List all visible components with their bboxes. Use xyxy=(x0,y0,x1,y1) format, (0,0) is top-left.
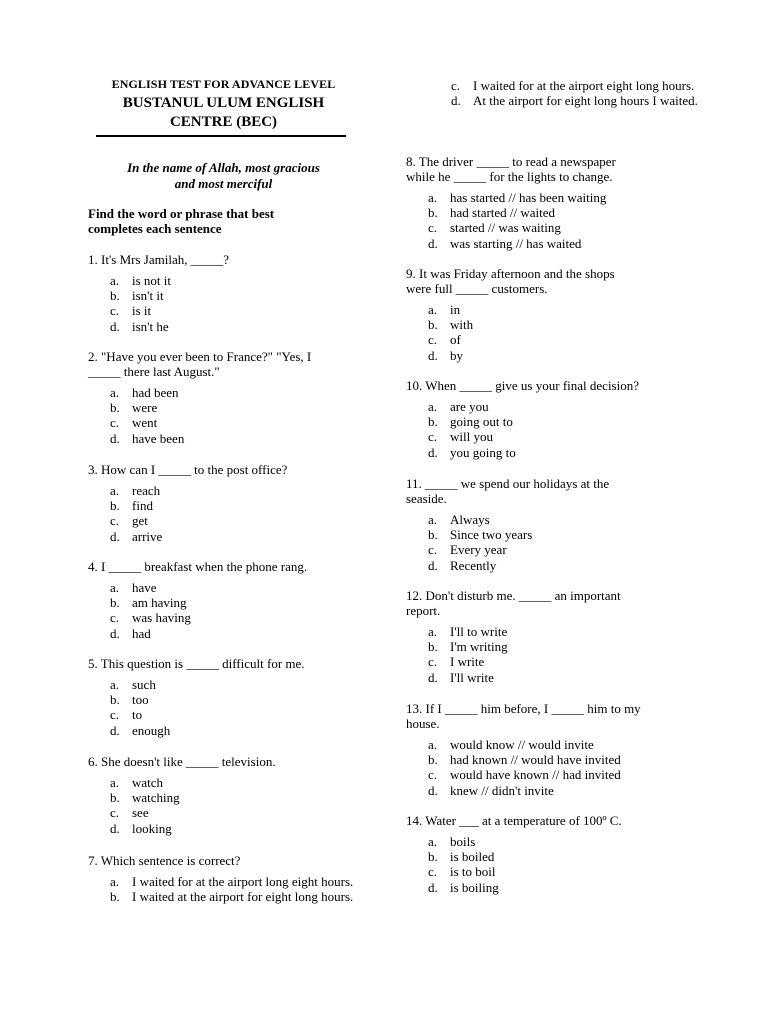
question-14 xyxy=(406,701,696,798)
answer-option[interactable] xyxy=(88,580,338,595)
question-4 xyxy=(88,559,338,641)
question-15 xyxy=(406,813,696,895)
question-text: 14. Water ___ at a temperature of 100º C. xyxy=(406,813,622,828)
option-text: had been xyxy=(132,385,179,400)
option-letter: b. xyxy=(428,527,438,543)
answer-options xyxy=(88,483,338,544)
question-text: were full _____ customers. xyxy=(406,281,548,296)
option-text: of xyxy=(450,332,461,348)
option-letter: b. xyxy=(110,790,120,806)
option-letter: c. xyxy=(110,513,120,529)
option-letter: c. xyxy=(428,654,438,670)
school-name xyxy=(96,94,351,132)
answer-option[interactable] xyxy=(88,677,338,692)
option-letter: a. xyxy=(110,874,120,889)
answer-option[interactable] xyxy=(406,558,696,573)
question-5 xyxy=(88,656,338,738)
option-letter: d. xyxy=(110,528,120,544)
question-text: 13. If I _____ him before, I _____ him to my xyxy=(406,701,641,716)
option-text: watching xyxy=(132,790,180,806)
answer-option[interactable] xyxy=(406,864,696,879)
answer-option[interactable] xyxy=(88,889,354,905)
option-letter: c. xyxy=(428,864,438,880)
option-text: had xyxy=(132,625,151,641)
option-text: arrive xyxy=(132,528,163,544)
option-text: is boiled xyxy=(450,849,495,865)
answer-option[interactable] xyxy=(88,498,338,513)
option-text: was starting // has waited xyxy=(450,235,582,251)
answer-option[interactable] xyxy=(88,415,338,430)
answer-options xyxy=(429,78,698,109)
option-text: has started // has been waiting xyxy=(450,190,607,205)
option-letter: d. xyxy=(428,879,438,895)
question-text: 8. The driver _____ to read a newspaper xyxy=(406,154,616,169)
question-text: 6. She doesn't like _____ television. xyxy=(88,754,276,769)
header-divider xyxy=(96,135,346,137)
answer-option[interactable] xyxy=(429,93,698,109)
option-text: get xyxy=(132,513,148,529)
option-text: you going to xyxy=(450,444,516,460)
option-letter: b. xyxy=(428,849,438,865)
option-letter: a. xyxy=(428,302,438,317)
option-letter: d. xyxy=(428,347,438,363)
answer-option[interactable] xyxy=(406,445,706,460)
option-text: knew // didn't invite xyxy=(450,782,554,798)
option-letter: d. xyxy=(110,722,120,738)
option-text: such xyxy=(132,677,156,692)
option-text: I write xyxy=(450,654,485,670)
answer-option[interactable] xyxy=(406,348,696,363)
option-letter: b. xyxy=(110,498,120,514)
option-text: looking xyxy=(132,820,172,836)
option-text: had known // would have invited xyxy=(450,752,621,768)
question-1 xyxy=(88,252,338,334)
option-text: would have known // had invited xyxy=(450,767,621,783)
answer-option[interactable] xyxy=(88,692,338,707)
answer-options xyxy=(406,624,696,685)
option-letter: a. xyxy=(110,385,120,400)
question-text: 11. _____ we spend our holidays at the xyxy=(406,476,610,491)
option-letter: b. xyxy=(428,205,438,221)
option-letter: c. xyxy=(428,767,438,783)
option-letter: a. xyxy=(110,775,120,790)
question-text: while he _____ for the lights to change. xyxy=(406,169,613,184)
option-text: with xyxy=(450,317,474,333)
option-letter: b. xyxy=(110,692,120,708)
answer-option[interactable] xyxy=(406,512,696,527)
question-8 xyxy=(429,78,698,109)
option-text: are you xyxy=(450,399,489,414)
dedication xyxy=(96,160,351,192)
answer-option[interactable] xyxy=(88,303,338,318)
answer-option[interactable] xyxy=(406,624,696,639)
question-text: seaside. xyxy=(406,491,447,506)
option-letter: a. xyxy=(110,483,120,498)
option-letter: b. xyxy=(110,889,120,905)
option-text: I'll to write xyxy=(450,624,508,639)
question-10 xyxy=(406,266,696,363)
option-letter: c. xyxy=(110,610,120,626)
option-text: started // was waiting xyxy=(450,220,561,236)
answer-option[interactable] xyxy=(88,790,338,805)
question-text: 1. It's Mrs Jamilah, _____? xyxy=(88,252,229,267)
answer-option[interactable] xyxy=(406,302,696,317)
option-letter: c. xyxy=(110,303,120,319)
answer-option[interactable] xyxy=(88,288,338,303)
answer-option[interactable] xyxy=(406,332,696,347)
dedication-line2: and most merciful xyxy=(174,176,273,191)
option-letter: c. xyxy=(428,429,438,445)
option-letter: b. xyxy=(428,752,438,768)
option-text: is not it xyxy=(132,273,172,288)
option-letter: b. xyxy=(110,595,120,611)
question-text: 2. "Have you ever been to France?" "Yes, I xyxy=(88,349,312,364)
option-letter: b. xyxy=(110,288,120,304)
question-9 xyxy=(406,154,696,251)
question-7 xyxy=(88,853,354,905)
question-3 xyxy=(88,462,338,544)
option-text: boils xyxy=(450,834,476,849)
question-11 xyxy=(406,378,706,460)
option-letter: d. xyxy=(110,820,120,836)
option-letter: a. xyxy=(110,580,120,595)
answer-option[interactable] xyxy=(88,483,338,498)
answer-option[interactable] xyxy=(406,542,696,557)
answer-options xyxy=(88,677,338,738)
answer-option[interactable] xyxy=(406,317,696,332)
answer-option[interactable] xyxy=(406,527,696,542)
option-text: see xyxy=(132,805,149,821)
answer-option[interactable] xyxy=(88,529,338,544)
option-letter: d. xyxy=(110,625,120,641)
answer-options xyxy=(88,273,338,334)
option-letter: a. xyxy=(110,677,120,692)
option-text: would know // would invite xyxy=(450,737,594,752)
option-text: I waited at the airport for eight long hours. xyxy=(132,889,354,905)
option-letter: d. xyxy=(428,235,438,251)
option-letter: a. xyxy=(110,273,120,288)
answer-options xyxy=(406,834,696,895)
answer-options xyxy=(406,190,696,251)
answer-options xyxy=(88,385,338,446)
answer-option[interactable] xyxy=(88,431,338,446)
answer-option[interactable] xyxy=(88,707,338,722)
option-text: in xyxy=(450,302,461,317)
question-6 xyxy=(88,754,338,836)
answer-option[interactable] xyxy=(406,429,706,444)
option-text: is it xyxy=(132,303,152,319)
answer-option[interactable] xyxy=(88,775,338,790)
option-text: too xyxy=(132,692,149,708)
option-letter: a. xyxy=(428,512,438,527)
option-text: isn't he xyxy=(132,318,169,334)
option-text: Every year xyxy=(450,542,507,558)
answer-option[interactable] xyxy=(88,400,338,415)
option-letter: b. xyxy=(428,317,438,333)
answer-option[interactable] xyxy=(406,670,696,685)
option-letter: d. xyxy=(451,93,461,109)
option-text: I waited for at the airport long eight hours. xyxy=(132,874,354,889)
option-letter: a. xyxy=(428,737,438,752)
answer-options xyxy=(406,512,696,573)
option-letter: b. xyxy=(428,639,438,655)
question-text: 9. It was Friday afternoon and the shops xyxy=(406,266,615,281)
option-text: by xyxy=(450,347,463,363)
option-letter: a. xyxy=(428,399,438,414)
test-title: ENGLISH TEST FOR ADVANCE LEVEL xyxy=(111,77,336,91)
answer-option[interactable] xyxy=(406,220,696,235)
option-text: Since two years xyxy=(450,527,533,543)
option-text: I waited for at the airport eight long hours. xyxy=(473,78,695,93)
answer-option[interactable] xyxy=(88,513,338,528)
option-letter: a. xyxy=(428,190,438,205)
option-letter: c. xyxy=(451,78,461,93)
answer-options xyxy=(88,874,354,905)
question-text: 5. This question is _____ difficult for me. xyxy=(88,656,305,671)
option-text: watch xyxy=(132,775,164,790)
answer-option[interactable] xyxy=(406,414,706,429)
option-letter: c. xyxy=(110,805,120,821)
answer-option[interactable] xyxy=(406,880,696,895)
option-text: have been xyxy=(132,430,185,446)
answer-option[interactable] xyxy=(406,190,696,205)
option-letter: c. xyxy=(110,707,120,723)
option-text: find xyxy=(132,498,153,514)
answer-option[interactable] xyxy=(429,78,695,93)
answer-option[interactable] xyxy=(88,805,338,820)
instruction-line2: completes each sentence xyxy=(88,221,222,236)
question-text: 10. When _____ give us your final decision? xyxy=(406,378,639,393)
option-text: At the airport for eight long hours I waited. xyxy=(473,93,698,109)
answer-option[interactable] xyxy=(406,849,696,864)
option-text: isn't it xyxy=(132,288,164,304)
option-text: is boiling xyxy=(450,879,499,895)
answer-option[interactable] xyxy=(406,399,706,414)
question-text: 12. Don't disturb me. _____ an important xyxy=(406,588,621,603)
option-letter: c. xyxy=(110,415,120,431)
answer-option[interactable] xyxy=(406,767,696,782)
option-text: going out to xyxy=(450,414,513,430)
answer-option[interactable] xyxy=(88,319,338,334)
answer-options xyxy=(88,775,338,836)
option-text: had started // waited xyxy=(450,205,556,221)
option-letter: d. xyxy=(428,557,438,573)
answer-option[interactable] xyxy=(406,639,696,654)
question-13 xyxy=(406,588,696,685)
option-text: I'm writing xyxy=(450,639,508,655)
option-letter: a. xyxy=(428,624,438,639)
answer-option[interactable] xyxy=(88,595,338,610)
option-text: reach xyxy=(132,483,161,498)
instruction-line1: Find the word or phrase that best xyxy=(88,206,275,221)
answer-options xyxy=(406,302,696,363)
answer-option[interactable] xyxy=(88,821,338,836)
answer-option[interactable] xyxy=(406,783,696,798)
answer-option[interactable] xyxy=(88,723,338,738)
answer-options xyxy=(406,737,696,798)
question-2 xyxy=(88,349,338,446)
answer-option[interactable] xyxy=(88,385,338,400)
option-letter: c. xyxy=(428,542,438,558)
answer-option[interactable] xyxy=(88,610,338,625)
answer-options xyxy=(88,580,338,641)
option-letter: b. xyxy=(428,414,438,430)
school-name-line2: CENTRE (BEC) xyxy=(169,114,278,130)
question-text: house. xyxy=(406,716,440,731)
question-text: 3. How can I _____ to the post office? xyxy=(88,462,288,477)
option-letter: c. xyxy=(428,220,438,236)
dedication-line1: In the name of Allah, most gracious xyxy=(127,160,320,175)
answer-option[interactable] xyxy=(88,626,338,641)
option-text: Recently xyxy=(450,557,497,573)
answer-option[interactable] xyxy=(406,654,696,669)
option-text: is to boil xyxy=(450,864,496,880)
question-12 xyxy=(406,476,696,573)
option-letter: b. xyxy=(110,400,120,416)
answer-option[interactable] xyxy=(406,752,696,767)
option-letter: a. xyxy=(428,834,438,849)
question-text: report. xyxy=(406,603,441,618)
option-text: went xyxy=(132,415,158,431)
question-text: 4. I _____ breakfast when the phone rang. xyxy=(88,559,308,574)
option-text: I'll write xyxy=(450,669,494,685)
question-text: 7. Which sentence is correct? xyxy=(88,853,241,868)
option-letter: d. xyxy=(428,782,438,798)
answer-option[interactable] xyxy=(406,737,696,752)
answer-options xyxy=(406,399,706,460)
answer-option[interactable] xyxy=(88,273,338,288)
option-text: Always xyxy=(450,512,490,527)
answer-option[interactable] xyxy=(406,236,696,251)
option-text: were xyxy=(132,400,158,416)
option-text: to xyxy=(132,707,143,723)
option-letter: d. xyxy=(110,318,120,334)
answer-option[interactable] xyxy=(88,874,354,889)
answer-option[interactable] xyxy=(406,834,696,849)
option-letter: d. xyxy=(428,444,438,460)
option-text: enough xyxy=(132,722,171,738)
option-text: have xyxy=(132,580,157,595)
option-text: will you xyxy=(450,429,493,445)
option-letter: c. xyxy=(428,332,438,348)
school-name-line1: BUSTANUL ULUM ENGLISH xyxy=(122,95,325,111)
instructions xyxy=(88,206,338,236)
option-text: am having xyxy=(132,595,187,611)
option-letter: d. xyxy=(110,430,120,446)
answer-option[interactable] xyxy=(406,205,696,220)
option-text: was having xyxy=(132,610,191,626)
question-text: _____ there last August." xyxy=(88,364,220,379)
option-letter: d. xyxy=(428,669,438,685)
